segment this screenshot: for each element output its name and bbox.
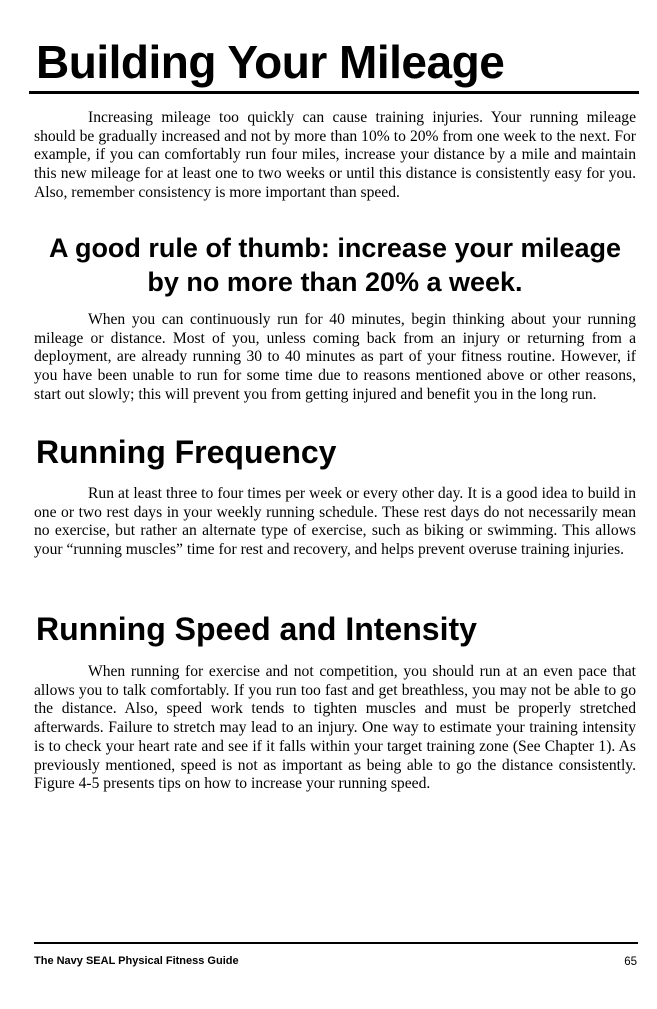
section-heading-running-speed: Running Speed and Intensity [36,611,477,647]
footer-divider [34,942,638,944]
footer-page-number: 65 [624,956,637,968]
callout-rule-of-thumb: A good rule of thumb: increase your mileage by no more than 20% a week. [48,233,622,297]
footer-book-title: The Navy SEAL Physical Fitness Guide [34,955,239,967]
paragraph-running-speed: When running for exercise and not competition, you should run at an even pace that allows you to talk comfortably. If you run too fast and get breathless, you may not be able to go the distance. Also, speed work tends to tighten muscles and must be properly stretched afterwards. Failure to stretch may lead to an injury. One way to estimate your training intensity is to check your heart rate and see if it falls within your target training zone (See Chapter 1). As previously mentioned, speed is not as important as being able to go the distance consistently. Figure 4-5 presents tips on how to increase your running speed. [34,663,636,793]
section-heading-running-frequency: Running Frequency [36,434,337,470]
paragraph-running-frequency: Run at least three to four times per week or every other day. It is a good idea to build in one or two rest days in your weekly running schedule. These rest days do not necessarily mean no exercise, but rather an alternate type of exercise, such as biking or swimming. This allows your “running muscles” time for rest and recovery, and helps prevent overuse training injuries. [34,485,636,559]
page-title: Building Your Mileage [36,36,505,88]
paragraph-building-mileage-intro: Increasing mileage too quickly can cause training injuries. Your running mileage should be gradually increased and not by more than 10% to 20% from one week to the next. For example, if you can comfortably run four miles, increase your distance by a mile and maintain this new mileage for at least one to two weeks or until this distance is consistently easy for you. Also, remember consistency is more important than speed. [34,109,636,201]
title-divider [29,91,639,94]
paragraph-building-mileage-continuous: When you can continuously run for 40 minutes, begin thinking about your running mileage or distance. Most of you, unless coming back from an injury or returning from a deployment, are already running 30 to 40 minutes as part of your fitness routine. However, if you have been unable to run for some time due to reasons mentioned above or other reasons, start out slowly; this will prevent you from getting injured and benefit you in the long run. [34,311,636,403]
